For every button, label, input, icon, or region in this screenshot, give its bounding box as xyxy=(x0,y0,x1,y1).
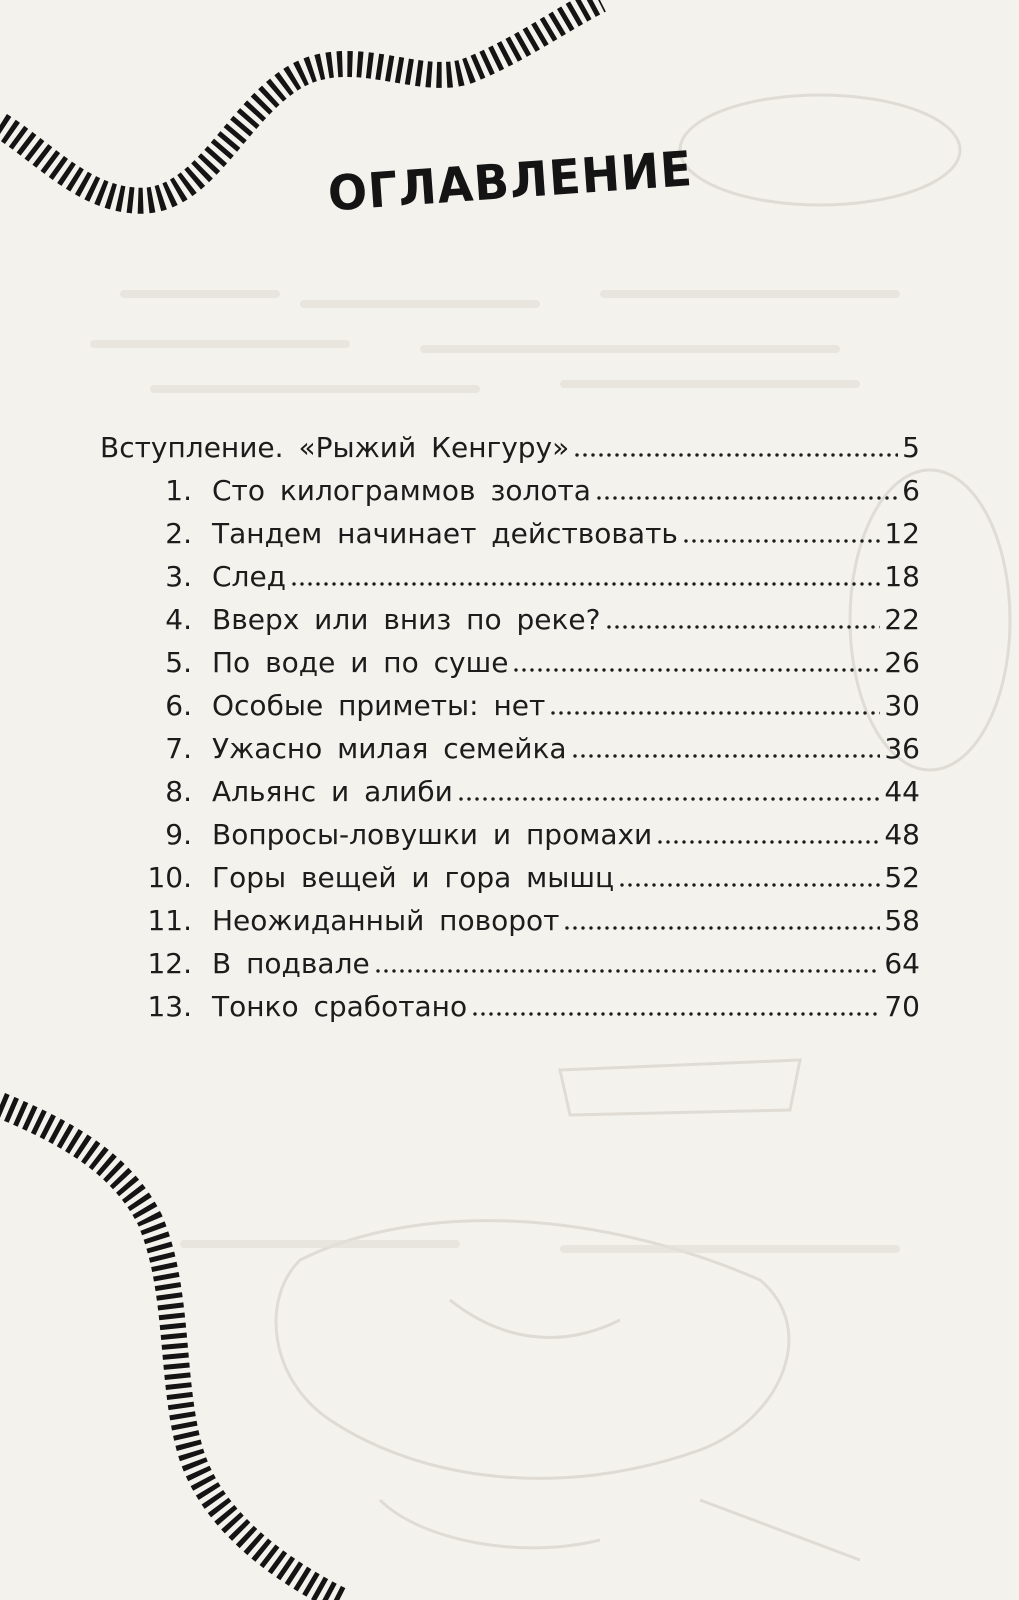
dot-leader xyxy=(618,882,880,888)
chapter-page: 12 xyxy=(884,517,920,550)
toc-entry-title: Вступление. «Рыжий Кенгуру» xyxy=(100,431,570,464)
toc-entry-6[interactable] xyxy=(100,684,920,727)
dot-leader xyxy=(563,925,880,931)
chapter-number: 12. xyxy=(147,947,192,980)
toc-entry-12[interactable] xyxy=(100,942,920,985)
dot-leader xyxy=(471,1011,880,1017)
chapter-page: 58 xyxy=(884,904,920,937)
chapter-page: 48 xyxy=(884,818,920,851)
chapter-page: 30 xyxy=(884,689,920,722)
dot-leader xyxy=(605,624,881,630)
toc-entry-1[interactable] xyxy=(100,469,920,512)
chapter-number: 9. xyxy=(165,818,192,851)
toc-entry-13[interactable] xyxy=(100,985,920,1028)
page-title: ОГЛАВЛЕНИЕ xyxy=(326,139,695,222)
chapter-number: 5. xyxy=(165,646,192,679)
chapter-number: 3. xyxy=(165,560,192,593)
chapter-page: 6 xyxy=(902,474,920,507)
chapter-page: 70 xyxy=(884,990,920,1023)
toc-entry-intro[interactable] xyxy=(100,426,920,469)
toc-entry-10[interactable] xyxy=(100,856,920,899)
chapter-number: 1. xyxy=(165,474,192,507)
chapter-page: 36 xyxy=(884,732,920,765)
dot-leader xyxy=(549,710,880,716)
chapter-title: Ужасно милая семейка xyxy=(212,732,567,765)
toc-entry-11[interactable] xyxy=(100,899,920,942)
toc-entry-2[interactable] xyxy=(100,512,920,555)
chapter-number: 13. xyxy=(147,990,192,1023)
toc-entry-7[interactable] xyxy=(100,727,920,770)
dot-leader xyxy=(374,968,881,974)
chapter-number: 8. xyxy=(165,775,192,808)
chapter-page: 18 xyxy=(884,560,920,593)
chapter-title: Вопросы-ловушки и промахи xyxy=(212,818,653,851)
table-of-contents xyxy=(100,426,920,1028)
dot-leader xyxy=(656,839,880,845)
chapter-title: Тандем начинает действовать xyxy=(212,517,678,550)
chapter-title: Тонко сработано xyxy=(212,990,468,1023)
chapter-title: Горы вещей и гора мышц xyxy=(212,861,615,894)
chapter-page: 44 xyxy=(884,775,920,808)
chapter-number: 10. xyxy=(147,861,192,894)
chapter-title: По воде и по суше xyxy=(212,646,509,679)
toc-entry-4[interactable] xyxy=(100,598,920,641)
chapter-page: 52 xyxy=(884,861,920,894)
chapter-number: 11. xyxy=(147,904,192,937)
chapter-title: В подвале xyxy=(212,947,370,980)
dot-leader xyxy=(682,538,880,544)
toc-entry-8[interactable] xyxy=(100,770,920,813)
chapter-title: Альянс и алиби xyxy=(212,775,453,808)
dot-leader xyxy=(290,581,880,587)
dot-leader xyxy=(573,452,898,458)
dot-leader xyxy=(571,753,881,759)
toc-entry-9[interactable] xyxy=(100,813,920,856)
chapter-page: 26 xyxy=(884,646,920,679)
dot-leader xyxy=(457,796,881,802)
chapter-number: 4. xyxy=(165,603,192,636)
dot-leader xyxy=(595,495,898,501)
chapter-number: 7. xyxy=(165,732,192,765)
dot-leader xyxy=(512,667,880,673)
chapter-page: 22 xyxy=(884,603,920,636)
chapter-title: След xyxy=(212,560,287,593)
toc-entry-3[interactable] xyxy=(100,555,920,598)
chapter-title: Особые приметы: нет xyxy=(212,689,546,722)
chapter-number: 2. xyxy=(165,517,192,550)
chapter-number: 6. xyxy=(165,689,192,722)
chapter-title: Неожиданный поворот xyxy=(212,904,560,937)
chapter-page: 64 xyxy=(884,947,920,980)
chapter-title: Сто килограммов золота xyxy=(212,474,591,507)
chapter-title: Вверх или вниз по реке? xyxy=(212,603,601,636)
toc-entry-5[interactable] xyxy=(100,641,920,684)
toc-entry-page: 5 xyxy=(902,431,920,464)
